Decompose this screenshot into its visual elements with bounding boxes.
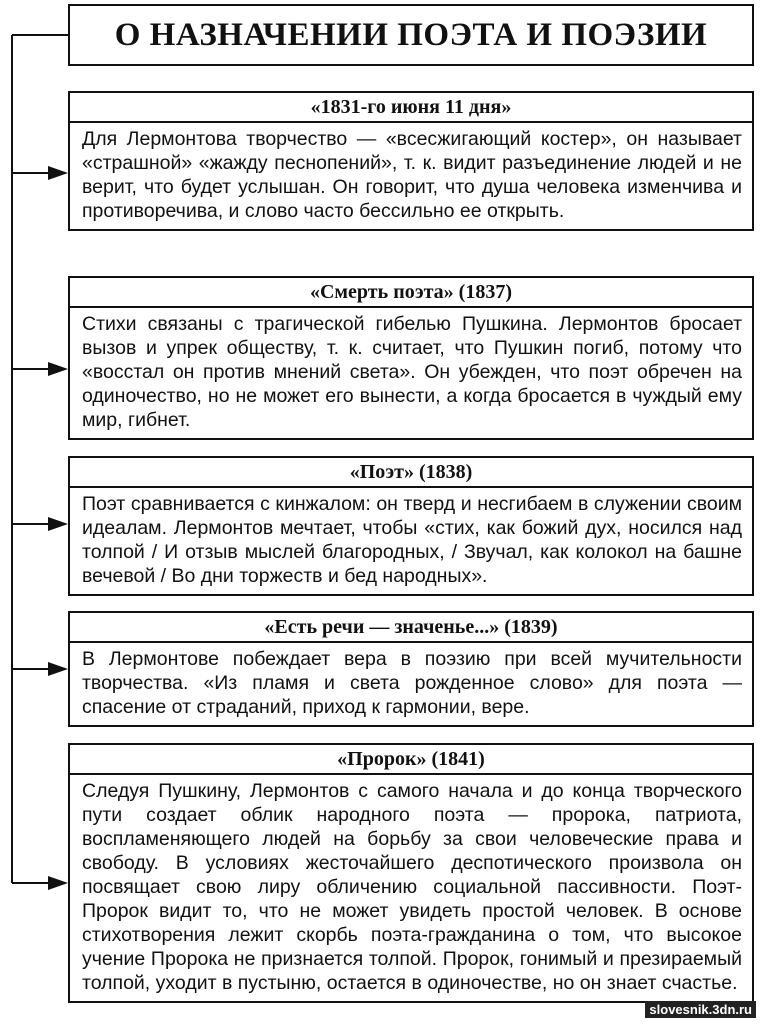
section-text: Для Лермонтова творчество — «всесжигающий костер», он называет «страшной» «жажду песнопений», т. к. видит разъединение людей и не верит, что будет услышан. Он говорит, что душа человека изменчива и противоречива, и слово часто бессильно ее открыть. — [82, 128, 742, 222]
section-heading: «1831-го июня 11 дня» — [70, 93, 752, 123]
section-card-poet — [68, 456, 754, 596]
arrow-section-2 — [12, 362, 68, 376]
section-card-est-rechi — [68, 611, 754, 727]
section-text: Следуя Пушкину, Лермонтов с самого начала и до конца творческого пути создает облик народного поэта — пророка, патриота, воспламеняющего людей на борьбу за свои человеческие права и свободу. В условиях жесточайшего деспотического произвола он посвящает свою лиру обличению социальной пассивности. Поэт-Пророк видит то, что не может увидеть простой человек. В основе стихотворения лежит скорбь поэта-гражданина о том, что высокое учение Пророка не признается толпой. Пророк, гонимый и презираемый толпой, уходит в пустыню, остается в одиночестве, но он знает счастье. — [82, 780, 742, 994]
section-card-1831 — [68, 91, 754, 231]
watermark: slovesnik.3dn.ru — [645, 1001, 756, 1018]
arrow-section-5 — [12, 876, 68, 890]
section-text: Поэт сравнивается с кинжалом: он тверд и несгибаем в служении своим идеалам. Лермонтов мечтает, чтобы «стих, как божий дух, носился над толпой / И отзыв мыслей благородных, / Звучал, как колокол на башне вечевой / Во дни торжеств и бед народных». — [82, 493, 742, 587]
section-card-prorok — [68, 743, 754, 1003]
arrow-section-3 — [12, 517, 68, 531]
section-text: Стихи связаны с трагической гибелью Пушкина. Лермонтов бросает вызов и упрек обществу, т. к. считает, что Пушкин погиб, потому что «восстал он против мнений света». Он убежден, что поэт обречен на одиночество, но не может его вынести, а когда бросается в чуждый ему мир, гибнет. — [82, 313, 742, 431]
section-text: В Лермонтове побеждает вера в поэзию при всей мучительности творчества. «Из пламя и света рожденное слово» для поэта — спасение от страданий, приход к гармонии, вере. — [82, 648, 742, 718]
page-title: О НАЗНАЧЕНИИ ПОЭТА И ПОЭЗИИ — [68, 4, 754, 66]
section-heading: «Есть речи — значенье...» (1839) — [70, 613, 752, 643]
section-heading: «Поэт» (1838) — [70, 458, 752, 488]
section-heading: «Пророк» (1841) — [70, 745, 752, 775]
arrow-section-1 — [12, 166, 68, 180]
section-card-smert-poeta — [68, 276, 754, 440]
section-heading: «Смерть поэта» (1837) — [70, 278, 752, 308]
arrow-section-4 — [12, 662, 68, 676]
